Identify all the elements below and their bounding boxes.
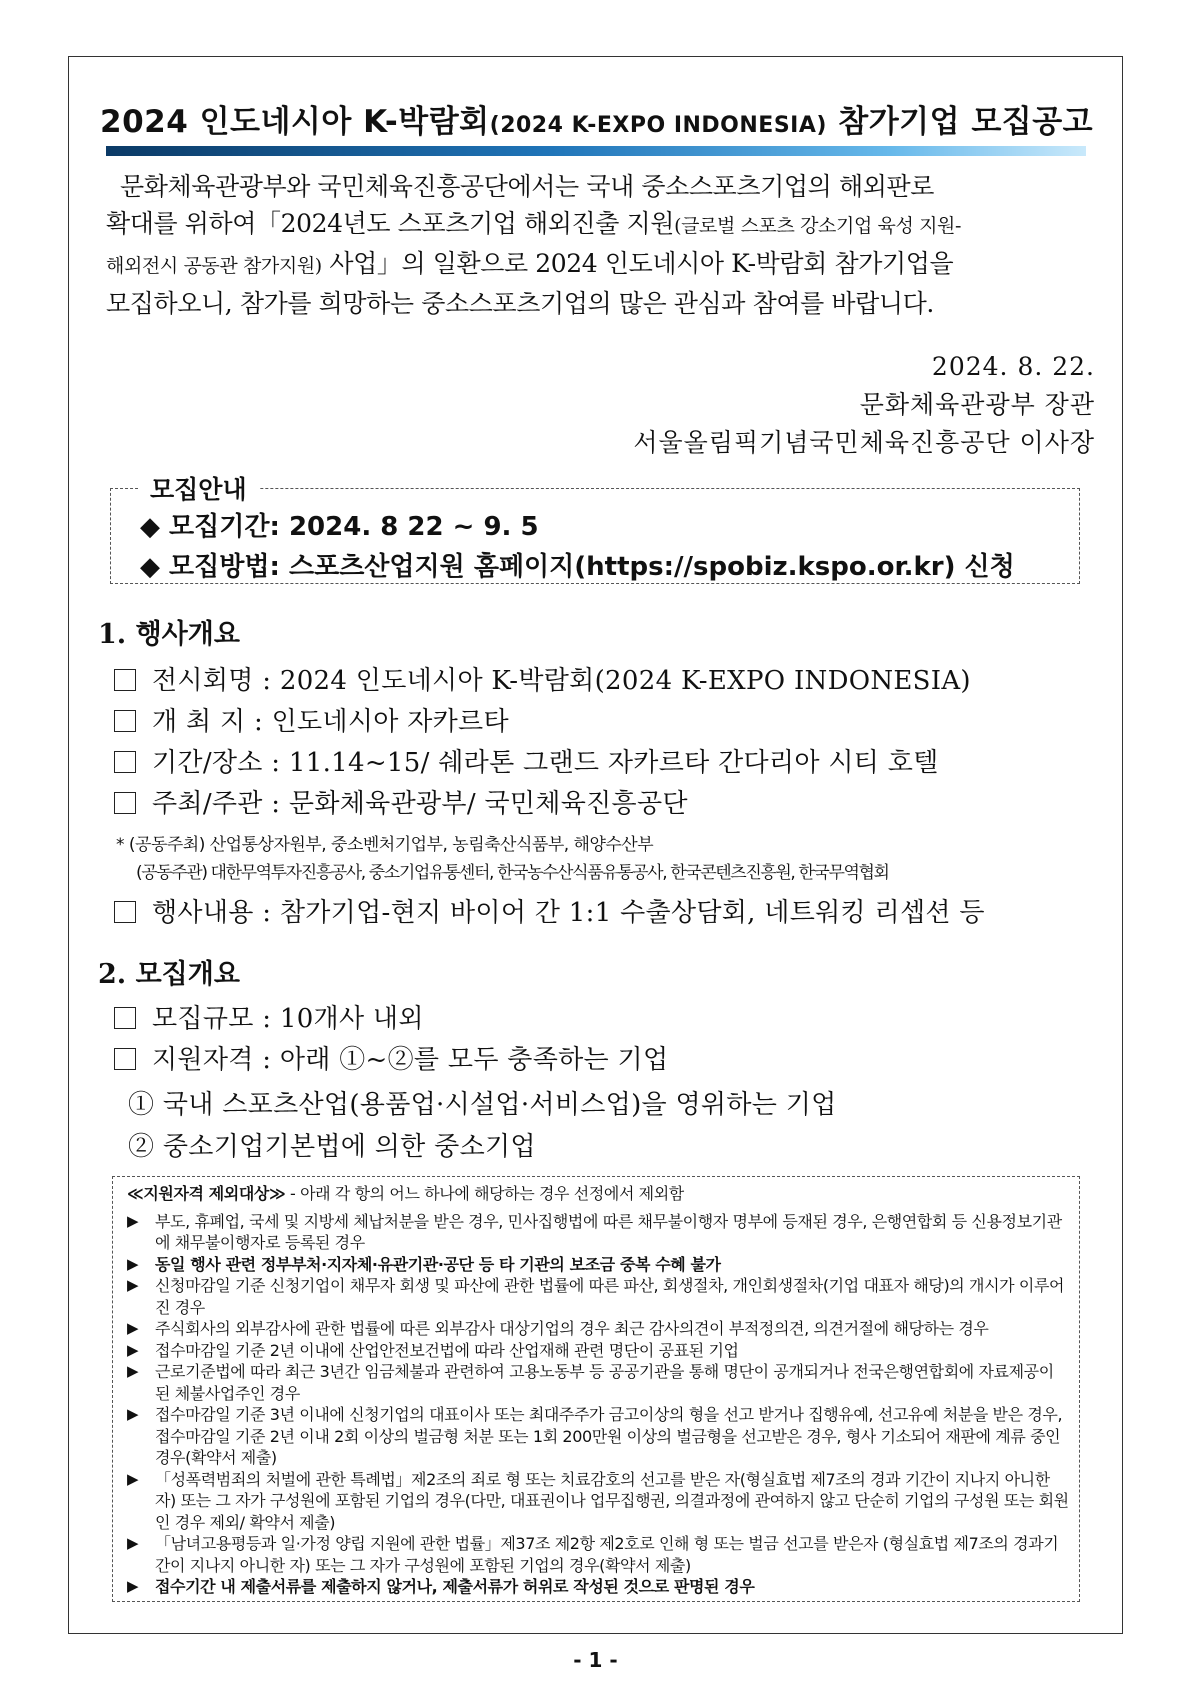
event-venue-item: 개 최 지 : 인도네시아 자카르타 [114,701,509,738]
checkbox-icon [114,751,136,773]
bullet-triangle-icon: ▶ [127,1254,139,1273]
section2-heading: 2. 모집개요 [98,959,240,990]
checkbox-icon [114,669,136,691]
exclusion-box [112,1176,1080,1602]
exclusion-item: ▶ 동일 행사 관련 정부부처·지자체·유관기관·공단 등 타 기관의 보조금 중복 수혜 불가 [127,1254,721,1274]
exclusion-item: ▶ 「남녀고용평등과 일·가정 양립 지원에 관한 법률」제37조 제2항 제2호로 인해 형 또는 벌금 선고를 받은자 (형실효법 제7조의 경과기간이 지나지 아니한 자) 또는 그 자가 구성원에 포함된 기업의 경우(확약서 제출) [127,1534,1059,1575]
page-title: 2024 인도네시아 K-박람회(2024 K-EXPO INDONESIA) 참가기업 모집공고 [100,104,1094,140]
title-gradient-bar [106,146,1086,156]
bullet-triangle-icon: ▶ [127,1211,139,1230]
exclusion-item: ▶ 「성폭력범죄의 처벌에 관한 특례법」제2조의 죄로 형 또는 치료감호의 선고를 받은 자(형실효법 제7조의 경과 기간이 지나지 아니한 자) 또는 그 자가 구성원에 포함된 기업의 경우(다만, 대표권이나 업무집행권, 의결과정에 관여하지 않고 단순히 기업의 구성원 또는 회원인 경우 제외/ 확약서 제출) [127,1469,1069,1532]
exclusion-item: ▶ 접수마감일 기준 2년 이내에 산업안전보건법에 따라 산업재해 관련 명단이 공표된 기업 [127,1340,739,1360]
signatory-ministry: 문화체육관광부 장관 [859,390,1095,419]
eligibility-item: 지원자격 : 아래 ①~②를 모두 충족하는 기업 [114,1039,668,1076]
eligibility-condition-2: ② 중소기업기본법에 의한 중소기업 [128,1132,536,1162]
bullet-triangle-icon: ▶ [127,1362,139,1380]
signature-block [633,348,1095,462]
exclusion-title: ≪지원자격 제외대상≫ - 아래 각 항의 어느 하나에 해당하는 경우 선정에서 제외함 [127,1184,684,1203]
exclusion-item: ▶ 접수마감일 기준 3년 이내에 신청기업의 대표이사 또는 최대주주가 금고이상의 형을 선고 받거나 집행유예, 선고유예 처분을 받은 경우, 접수마감일 기준 2년 이내 2회 이상의 벌금형 처분 또는 1회 200만원 이상의 벌금형을 선고받은 경우, 형사 기소되어 재판에 계류 중인경우(확약서 제출) [127,1405,1063,1467]
checkbox-icon [114,1007,136,1029]
section1-heading: 1. 행사개요 [98,619,240,650]
bullet-triangle-icon: ▶ [127,1577,139,1595]
bullet-triangle-icon: ▶ [127,1319,139,1337]
checkbox-icon [114,792,136,814]
bullet-triangle-icon: ▶ [127,1276,139,1294]
page-number: - 1 - [573,1648,618,1672]
recruitment-method: ◆ 모집방법: 스포츠산업지원 홈페이지(https://spobiz.kspo.or.kr) 신청 [140,552,1015,582]
recruitment-period: ◆ 모집기간: 2024. 8 22 ~ 9. 5 [140,512,539,542]
checkbox-icon [114,901,136,923]
signatory-kspo: 서울올림픽기념국민체육진흥공단 이사장 [633,428,1095,457]
bullet-triangle-icon: ▶ [127,1469,139,1488]
exclusion-item: ▶ 접수기간 내 제출서류를 제출하지 않거나, 제출서류가 허위로 작성된 것으로 판명된 경우 [127,1577,755,1596]
co-organizer-note: (공동주관) 대한무역투자진흥공사, 중소기업유통센터, 한국농수산식품유통공사, 한국콘텐츠진흥원, 한국무역협회 [136,863,889,883]
intro-paragraph: 문화체육관광부와 국민체육진흥공단에서는 국내 중소스포츠기업의 해외판로 확대를 위하여「2024년도 스포츠기업 해외진출 지원(글로벌 스포츠 강소기업 육성 지원- 해외전시 공동관 참가지원) 사업」의 일환으로 2024 인도네시아 K-박람회 참가기업을 모집하오니, 참가를 희망하는 중소스포츠기업의 많은 관심과 참여를 바랍니다. [106,172,962,318]
checkbox-icon [114,710,136,732]
co-host-note: * (공동주최) 산업통상자원부, 중소벤처기업부, 농림축산식품부, 해양수산부 [116,835,654,855]
checkbox-icon [114,1048,136,1070]
exclusion-item: ▶ 신청마감일 기준 신청기업이 채무자 회생 및 파산에 관한 법률에 따른 파산, 회생절차, 개인회생절차(기업 대표자 해당)의 개시가 이루어진 경우 [127,1276,1065,1317]
eligibility-condition-1: ① 국내 스포츠산업(용품업·시설업·서비스업)을 영위하는 기업 [128,1090,837,1120]
event-host-item: 주최/주관 : 문화체육관광부/ 국민체육진흥공단 [114,783,688,820]
notice-date: 2024. 8. 22. [931,352,1095,381]
bullet-triangle-icon: ▶ [127,1405,139,1423]
event-period-item: 기간/장소 : 11.14~15/ 쉐라톤 그랜드 자카르타 간다리아 시티 호텔 [114,742,939,779]
recruit-scale-item: 모집규모 : 10개사 내외 [114,998,424,1035]
bullet-triangle-icon: ▶ [127,1534,139,1552]
bullet-triangle-icon: ▶ [127,1340,139,1359]
exclusion-item: ▶ 주식회사의 외부감사에 관한 법률에 따른 외부감사 대상기업의 경우 최근 감사의견이 부적정의견, 의견거절에 해당하는 경우 [127,1319,989,1338]
exclusion-item: ▶ 부도, 휴폐업, 국세 및 지방세 체납처분을 받은 경우, 민사집행법에 따른 채무불이행자 명부에 등재된 경우, 은행연합회 등 신용정보기관에 채무불이행자로 등록된 경우 [127,1211,1062,1252]
recruitment-notice-label: 모집안내 [138,470,259,506]
event-content-item: 행사내용 : 참가기업-현지 바이어 간 1:1 수출상담회, 네트워킹 리셉션 등 [114,892,985,929]
event-name-item: 전시회명 : 2024 인도네시아 K-박람회(2024 K-EXPO INDONESIA) [114,660,971,697]
exclusion-item: ▶ 근로기준법에 따라 최근 3년간 임금체불과 관련하여 고용노동부 등 공공기관을 통해 명단이 공개되거나 전국은행연합회에 자료제공이 된 체불사업주인 경우 [127,1362,1054,1403]
